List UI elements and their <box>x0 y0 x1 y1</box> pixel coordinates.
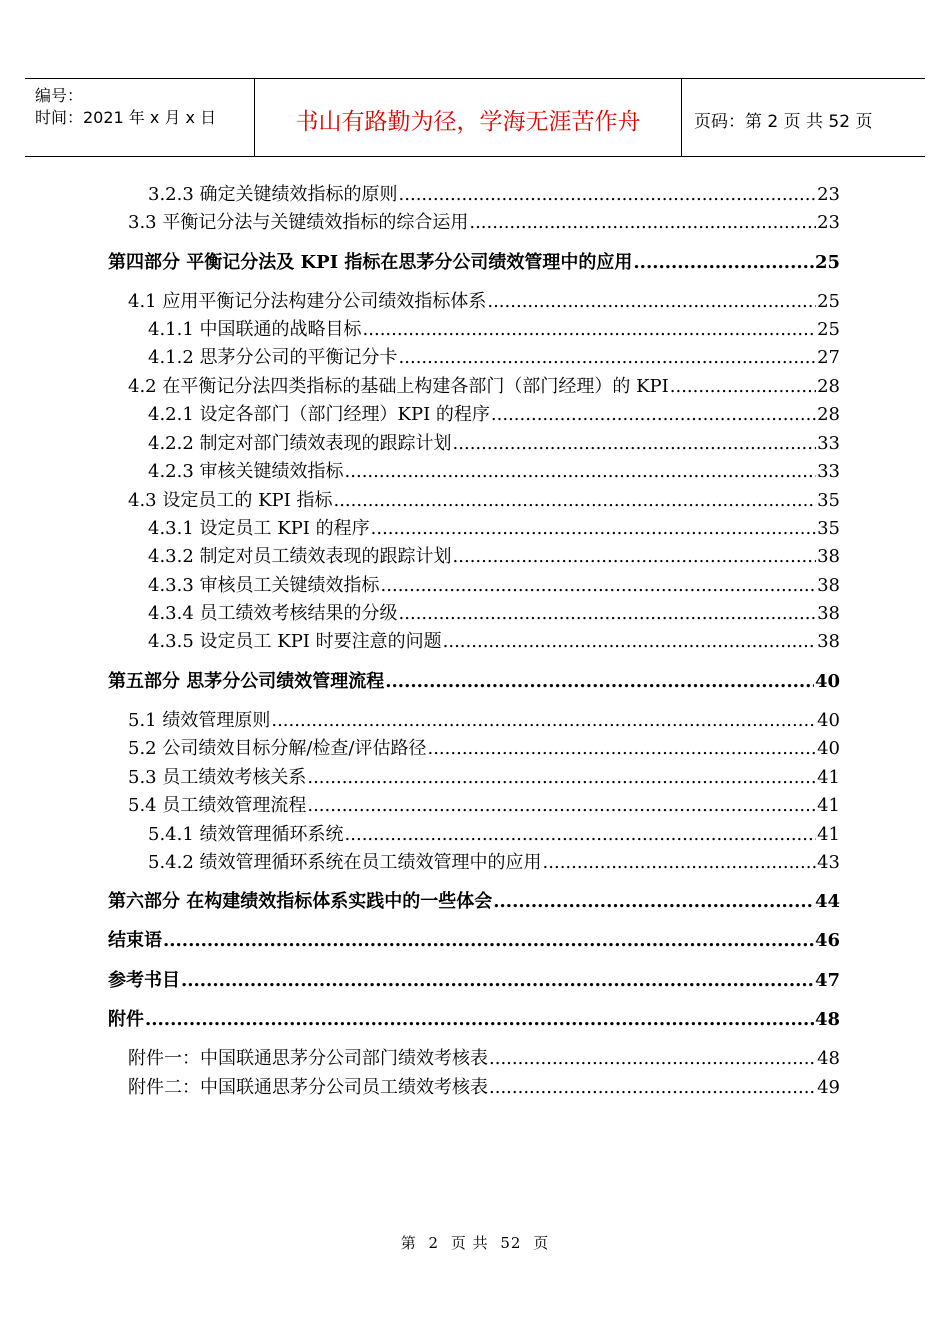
toc-entry-page: 28 <box>817 376 840 397</box>
toc-entry-page: 28 <box>817 404 840 425</box>
toc-entry-page: 40 <box>817 738 840 759</box>
toc-entry[interactable] <box>148 575 840 597</box>
toc-entry-page: 41 <box>817 767 840 788</box>
toc-leader-dots <box>363 319 817 341</box>
toc-entry-page: 33 <box>817 461 840 482</box>
toc-entry-title: 4.2.2 制定对部门绩效表现的跟踪计划 <box>148 433 452 454</box>
toc-entry-page: 47 <box>814 970 840 991</box>
header-motto: 书山有路勤为径，学海无涯苦作舟 <box>295 109 641 135</box>
toc-entry-title: 5.4.2 绩效管理循环系统在员工绩效管理中的应用 <box>148 852 542 873</box>
footer-page-number: 2 <box>428 1234 440 1252</box>
page-footer <box>0 1232 950 1253</box>
toc-leader-dots <box>271 710 816 732</box>
toc-leader-dots <box>345 461 817 483</box>
toc-entry[interactable] <box>148 461 840 483</box>
footer-prefix: 第 <box>400 1234 417 1252</box>
header-page-info: 页码：第 2 页 共 52 页 <box>694 112 873 132</box>
toc-leader-dots <box>163 930 814 952</box>
toc-leader-dots <box>307 767 816 789</box>
footer-suffix: 页 <box>533 1234 550 1252</box>
toc-leader-dots <box>489 1077 816 1099</box>
toc-entry[interactable] <box>148 631 840 653</box>
toc-leader-dots <box>670 376 816 398</box>
toc-entry-title: 第六部分 在构建绩效指标体系实践中的一些体会 <box>108 891 493 912</box>
footer-middle: 页 共 <box>450 1234 489 1252</box>
toc-entry-title: 5.3 员工绩效考核关系 <box>128 767 307 788</box>
toc-entry-title: 4.3.2 制定对员工绩效表现的跟踪计划 <box>148 546 452 567</box>
toc-part-entry[interactable] <box>108 252 840 274</box>
toc-entry-page: 23 <box>817 212 840 233</box>
toc-leader-dots <box>307 795 816 817</box>
toc-leader-dots <box>381 575 817 597</box>
toc-entry-page: 44 <box>814 891 840 912</box>
toc-entry-title: 4.1.1 中国联通的战略目标 <box>148 319 362 340</box>
toc-leader-dots <box>453 433 817 455</box>
toc-leader-dots <box>333 490 816 512</box>
toc-leader-dots <box>145 1009 814 1031</box>
toc-entry[interactable] <box>128 767 840 789</box>
toc-entry-title: 第五部分 思茅分公司绩效管理流程 <box>108 671 385 692</box>
toc-entry-page: 48 <box>817 1048 840 1069</box>
toc-entry[interactable] <box>148 404 840 426</box>
toc-entry[interactable] <box>128 212 840 234</box>
toc-leader-dots <box>543 852 817 874</box>
toc-leader-dots <box>399 184 817 206</box>
toc-entry[interactable] <box>148 603 840 625</box>
toc-leader-dots <box>371 518 816 540</box>
toc-entry-page: 41 <box>817 795 840 816</box>
toc-entry-page: 25 <box>817 319 840 340</box>
toc-entry-title: 第四部分 平衡记分法及 KPI 指标在思茅分公司绩效管理中的应用 <box>108 252 633 273</box>
toc-leader-dots <box>489 1048 816 1070</box>
toc-entry-page: 25 <box>814 252 840 273</box>
toc-leader-dots <box>443 631 816 653</box>
header-motto-cell <box>255 79 682 156</box>
toc-entry-page: 38 <box>817 546 840 567</box>
footer-total-pages: 52 <box>500 1234 522 1252</box>
toc-leader-dots <box>487 291 816 313</box>
toc-entry-page: 46 <box>814 930 840 951</box>
toc-entry-title: 4.3.4 员工绩效考核结果的分级 <box>148 603 398 624</box>
toc-part-entry[interactable] <box>108 930 840 952</box>
toc-entry[interactable] <box>148 852 840 874</box>
toc-entry-page: 49 <box>817 1077 840 1098</box>
toc-entry-title: 4.3 设定员工的 KPI 指标 <box>128 490 333 511</box>
toc-entry-page: 33 <box>817 433 840 454</box>
toc-entry-title: 3.2.3 确定关键绩效指标的原则 <box>148 184 398 205</box>
toc-entry[interactable] <box>148 518 840 540</box>
toc-entry-title: 3.3 平衡记分法与关键绩效指标的综合运用 <box>128 212 469 233</box>
toc-entry-title: 4.2 在平衡记分法四类指标的基础上构建各部门（部门经理）的 KPI <box>128 376 669 397</box>
toc-entry-title: 5.1 绩效管理原则 <box>128 710 271 731</box>
toc-entry[interactable] <box>148 824 840 846</box>
toc-entry-title: 附件二：中国联通思茅分公司员工绩效考核表 <box>128 1077 488 1098</box>
toc-entry-page: 40 <box>817 710 840 731</box>
toc-entry[interactable] <box>148 433 840 455</box>
toc-entry-page: 38 <box>817 631 840 652</box>
toc-entry[interactable] <box>128 1048 840 1070</box>
toc-leader-dots <box>453 546 817 568</box>
toc-entry[interactable] <box>128 291 840 313</box>
toc-entry-page: 35 <box>817 518 840 539</box>
toc-entry[interactable] <box>128 795 840 817</box>
toc-entry-title: 5.4 员工绩效管理流程 <box>128 795 307 816</box>
toc-entry[interactable] <box>148 184 840 206</box>
toc-entry-page: 41 <box>817 824 840 845</box>
toc-leader-dots <box>427 738 816 760</box>
toc-entry-title: 4.2.3 审核关键绩效指标 <box>148 461 344 482</box>
toc-leader-dots <box>385 671 814 693</box>
toc-entry-title: 4.3.3 审核员工关键绩效指标 <box>148 575 380 596</box>
toc-entry-title: 4.3.1 设定员工 KPI 的程序 <box>148 518 370 539</box>
toc-leader-dots <box>181 970 814 992</box>
toc-entry[interactable] <box>128 738 840 760</box>
toc-entry[interactable] <box>128 1077 840 1099</box>
header-page-cell <box>682 79 925 156</box>
toc-entry-page: 38 <box>817 603 840 624</box>
toc-leader-dots <box>493 891 814 913</box>
toc-entry-title: 附件一：中国联通思茅分公司部门绩效考核表 <box>128 1048 488 1069</box>
toc-part-entry[interactable] <box>108 970 840 992</box>
header-meta-cell <box>25 79 255 156</box>
toc-entry-title: 4.3.5 设定员工 KPI 时要注意的问题 <box>148 631 442 652</box>
toc-entry[interactable] <box>128 490 840 512</box>
toc-entry-title: 参考书目 <box>108 970 180 991</box>
toc-leader-dots <box>469 212 816 234</box>
toc-entry-title: 结束语 <box>108 930 162 951</box>
page-header <box>25 78 925 157</box>
toc-entry-page: 43 <box>817 852 840 873</box>
toc-entry-page: 48 <box>814 1009 840 1030</box>
toc-entry-title: 4.1 应用平衡记分法构建分公司绩效指标体系 <box>128 291 487 312</box>
toc-entry-title: 5.2 公司绩效目标分解/检查/评估路径 <box>128 738 427 759</box>
toc-part-entry[interactable] <box>108 671 840 693</box>
toc-entry-page: 25 <box>817 291 840 312</box>
document-number-label: 编号： <box>35 86 84 105</box>
toc-leader-dots <box>633 252 814 274</box>
toc-entry-page: 38 <box>817 575 840 596</box>
toc-entry[interactable] <box>148 546 840 568</box>
toc-entry-title: 4.2.1 设定各部门（部门经理）KPI 的程序 <box>148 404 490 425</box>
toc-entry-title: 4.1.2 思茅分公司的平衡记分卡 <box>148 347 398 368</box>
toc-entry-title: 5.4.1 绩效管理循环系统 <box>148 824 344 845</box>
toc-entry-page: 35 <box>817 490 840 511</box>
toc-leader-dots <box>399 347 817 369</box>
toc-entry[interactable] <box>148 319 840 341</box>
document-date-label: 时间：2021 年 x 月 x 日 <box>35 108 217 127</box>
toc-entry-page: 27 <box>817 347 840 368</box>
toc-leader-dots <box>399 603 817 625</box>
toc-entry[interactable] <box>128 376 840 398</box>
toc-part-entry[interactable] <box>108 891 840 913</box>
toc-leader-dots <box>491 404 816 426</box>
toc-entry[interactable] <box>148 347 840 369</box>
toc-entry-page: 23 <box>817 184 840 205</box>
toc-entry-title: 附件 <box>108 1009 144 1030</box>
toc-part-entry[interactable] <box>108 1009 840 1031</box>
toc-entry-page: 40 <box>814 671 840 692</box>
toc-entry[interactable] <box>128 710 840 732</box>
toc-leader-dots <box>345 824 817 846</box>
